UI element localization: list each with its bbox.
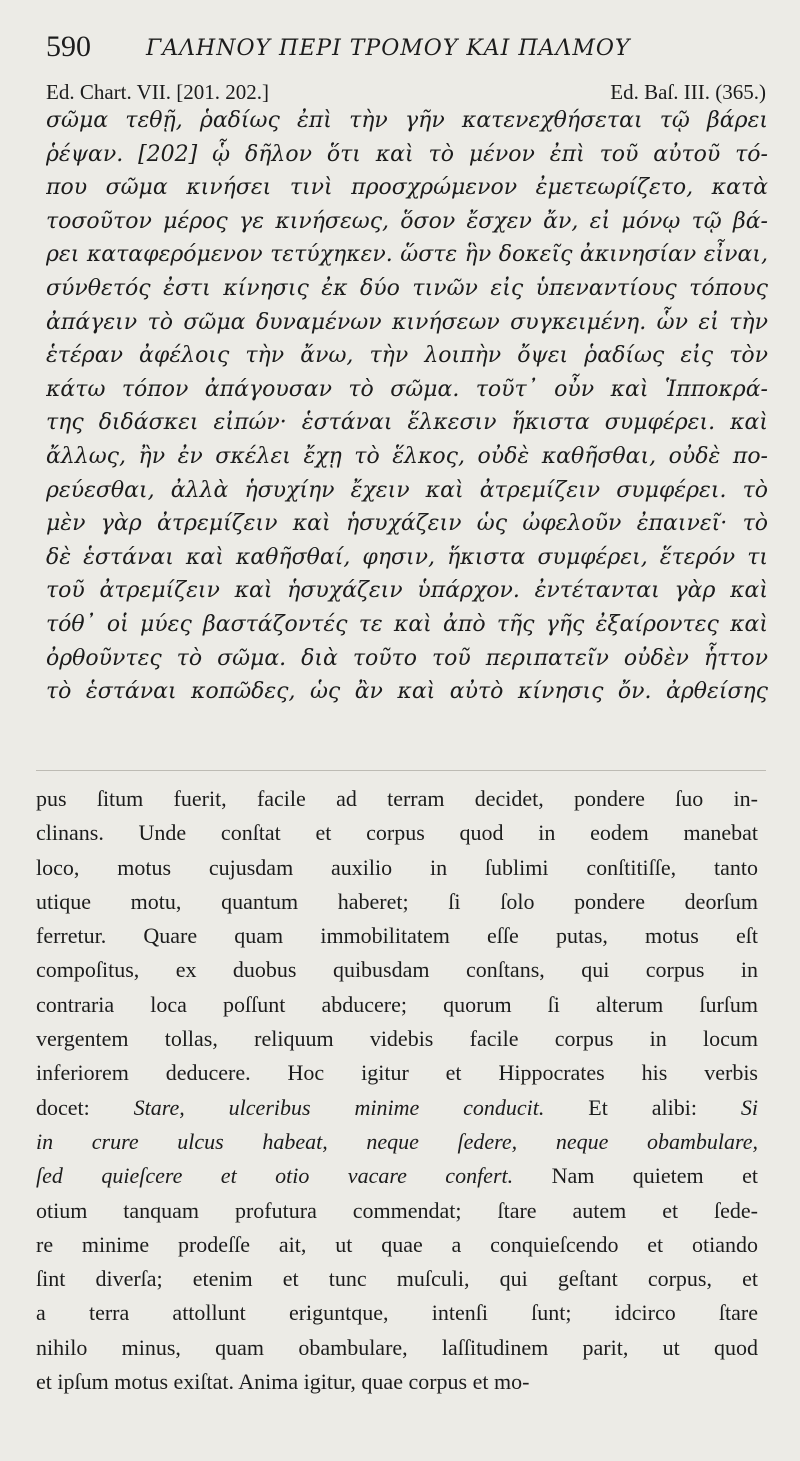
- latin-text-line: [36, 919, 758, 953]
- italic-quotation: in crure ulcus habeat, neque ſedere, neque obambulare,: [36, 1128, 758, 1154]
- edition-reference-right: Ed. Baſ. III. (365.): [610, 80, 766, 104]
- latin-text-line: [36, 851, 758, 885]
- greek-text-line: δὲ ἑστάναι καὶ καθῆσθαί, φησιν, ἥκιστα συμφέρει, ἕτερόν τι: [46, 544, 768, 570]
- greek-text-line: ὀρθοῦντες τὸ σῶμα. διὰ τοῦτο τοῦ περιπατεῖν οὐδὲν ἧττον: [46, 645, 768, 671]
- latin-text-line: [36, 885, 758, 919]
- text-run: utique motu, quantum haberet; ſi ſolo pondere deorſum: [36, 888, 758, 914]
- greek-text-line: κάτω τόπον ἀπάγουσαν τὸ σῶμα. τοῦτ᾽ οὖν καὶ Ἱπποκρά-: [46, 376, 768, 402]
- latin-text-line: [36, 1125, 758, 1159]
- edition-reference-left: Ed. Chart. VII. [201. 202.]: [46, 80, 269, 104]
- greek-text-line: ρει καταφερόμενον τετύχηκεν. ὥστε ἣν δοκεῖς ἀκινησίαν εἶναι,: [46, 242, 768, 268]
- text-run: et ipſum motus exiſtat. Anima igitur, quae corpus et mo-: [36, 1369, 530, 1395]
- text-run: re minime prodeſſe ait, ut quae a conquieſcendo et otiando: [36, 1231, 758, 1257]
- greek-text-line: ῥέψαν. [202] ᾧ δῆλον ὅτι καὶ τὸ μένον ἐπὶ τοῦ αὐτοῦ τό-: [46, 141, 768, 167]
- greek-text-line: μὲν γὰρ ἀτρεμίζειν καὶ ἡσυχάζειν ὡς ὠφελοῦν ἐπαινεῖ· τὸ: [46, 511, 768, 537]
- text-run: otium tanquam profutura commendat; ſtare autem et ſede-: [36, 1197, 758, 1223]
- italic-quotation: Si: [740, 1094, 758, 1120]
- page-number: 590: [46, 30, 91, 63]
- greek-text-block: [46, 104, 768, 709]
- latin-text-line: [36, 1262, 758, 1296]
- running-title: ΓΑΛΗΝΟΥ ΠΕΡΙ ΤΡΟΜΟΥ ΚΑΙ ΠΑΛΜΟΥ: [146, 36, 631, 61]
- text-run: loco, motus cujusdam auxilio in ſublimi conſtitiſſe, tanto: [36, 854, 758, 880]
- latin-text-line: [36, 1091, 758, 1125]
- latin-text-line: [36, 1194, 758, 1228]
- text-separator: [36, 770, 766, 771]
- latin-text-line: [36, 782, 758, 816]
- italic-quotation: ſed quieſcere et otio vacare confert.: [36, 1163, 514, 1189]
- latin-text-line: [36, 1159, 758, 1193]
- text-run: ſint diverſa; etenim et tunc muſculi, qui geſtant corpus, et: [36, 1266, 758, 1292]
- latin-text-line: [36, 1331, 758, 1365]
- greek-text-line: που σῶμα κινήσει τινὶ προσχρώμενον ἐμετεωρίζετο, κατὰ: [46, 175, 768, 201]
- latin-text-line: [36, 988, 758, 1022]
- latin-text-line: [36, 1056, 758, 1090]
- latin-text-line: [36, 1022, 758, 1056]
- greek-text-line: τοῦ ἀτρεμίζειν καὶ ἡσυχάζειν ὑπάρχον. ἐντέτανται γὰρ καὶ: [46, 578, 768, 604]
- text-run: compoſitus, ex duobus quibusdam conſtans, qui corpus in: [36, 957, 758, 983]
- text-run: inferiorem deducere. Hoc igitur et Hippocrates his verbis: [36, 1060, 758, 1086]
- greek-text-line: ἑτέραν ἀφέλοις τὴν ἄνω, τὴν λοιπὴν ὄψει ῥαδίως εἰς τὸν: [46, 343, 768, 369]
- latin-text-line: [36, 953, 758, 987]
- text-run: pus ſitum fuerit, facile ad terram decidet, pondere ſuo in-: [36, 786, 758, 811]
- latin-text-block: [36, 782, 758, 1399]
- text-run: docet:: [36, 1094, 134, 1120]
- text-run: nihilo minus, quam obambulare, laſſitudinem parit, ut quod: [36, 1334, 758, 1360]
- italic-quotation: Stare, ulceribus minime conducit.: [133, 1094, 545, 1120]
- latin-text-line: [36, 816, 758, 850]
- text-run: ferretur. Quare quam immobilitatem eſſe putas, motus eſt: [36, 923, 758, 949]
- edition-reference-line: [46, 80, 766, 106]
- text-run: clinans. Unde conſtat et corpus quod in eodem manebat: [36, 820, 758, 846]
- latin-text-line: [36, 1365, 758, 1399]
- text-run: a terra attollunt eriguntque, intenſi ſunt; idcirco ſtare: [36, 1300, 758, 1326]
- latin-text-line: [36, 1228, 758, 1262]
- greek-text-line: της διδάσκει εἰπών· ἑστάναι ἕλκεσιν ἥκιστα συμφέρει. καὶ: [46, 410, 768, 436]
- greek-text-line: σύνθετός ἐστι κίνησις ἐκ δύο τινῶν εἰς ὑπεναντίους τόπους: [46, 275, 768, 301]
- running-head: [46, 30, 766, 66]
- text-run: Et alibi:: [544, 1094, 741, 1120]
- greek-text-line: ἀπάγειν τὸ σῶμα δυναμένων κινήσεων συγκειμένη. ὧν εἰ τὴν: [46, 309, 768, 335]
- text-run: contraria loca poſſunt abducere; quorum ſi alterum ſurſum: [36, 991, 758, 1017]
- greek-text-line: τὸ ἑστάναι κοπῶδες, ὡς ἂν καὶ αὐτὸ κίνησις ὄν. ἀρθείσης: [46, 679, 768, 705]
- greek-text-line: ἄλλως, ἢν ἐν σκέλει ἔχῃ τὸ ἕλκος, οὐδὲ καθῆσθαι, οὐδὲ πο-: [46, 443, 768, 469]
- text-run: vergentem tollas, reliquum videbis facile corpus in locum: [36, 1026, 758, 1052]
- greek-text-line: τοσοῦτον μέρος γε κινήσεως, ὅσον ἔσχεν ἄν, εἰ μόνῳ τῷ βά-: [46, 208, 768, 234]
- text-run: Nam quietem et: [513, 1163, 758, 1189]
- latin-text-line: [36, 1296, 758, 1330]
- greek-text-line: σῶμα τεθῇ, ῥαδίως ἐπὶ τὴν γῆν κατενεχθήσεται τῷ βάρει: [46, 108, 768, 133]
- greek-text-line: ρεύεσθαι, ἀλλὰ ἡσυχίην ἔχειν καὶ ἀτρεμίζειν συμφέρει. τὸ: [46, 477, 768, 503]
- greek-text-line: τόθ᾽ οἱ μύες βαστάζοντές τε καὶ ἀπὸ τῆς γῆς ἐξαίροντες καὶ: [46, 611, 768, 637]
